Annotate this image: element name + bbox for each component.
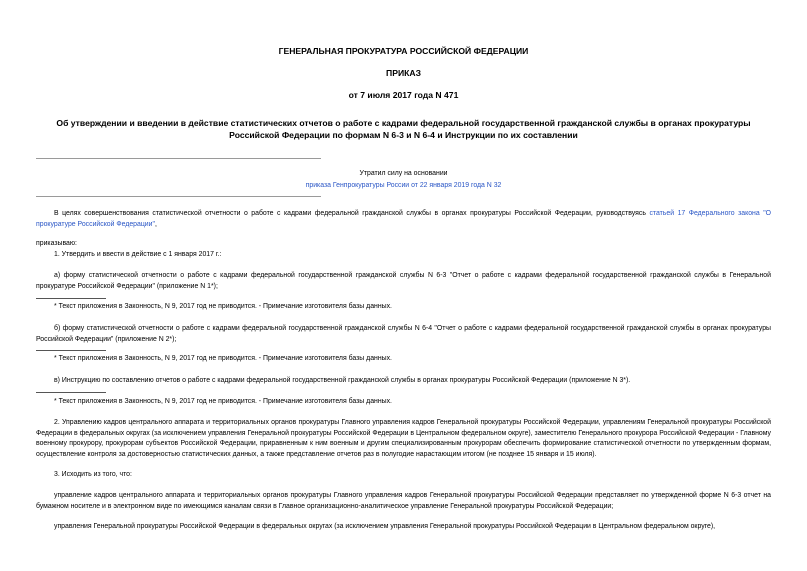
issuing-authority: ГЕНЕРАЛЬНАЯ ПРОКУРАТУРА РОССИЙСКОЙ ФЕДЕРАЦИИ [278,46,529,56]
footnote-1: * Текст приложения в Законность, N 9, 2017 год не приводится. - Примечание изготовителя базы данных. [54,303,392,310]
item-2: 2. Управлению кадров центрального аппарата и территориальных органов прокуратуры Главного управления кадров Генеральной прокуратуры Российской Федерации, управлениям Генеральной прокуратуры Российской Федерации в федеральных округах (за исключением управления Генеральной прокуратуры Российской Федерации в Центральном федеральном округе), заместителю Генерального прокурора Российской Федерации - Главному военному прокурору, прокурорам субъектов Российской Федерации, приравненным к ним военным и другим специализированным прокурорам обеспечить формирование статистической отчетности по утвержденным формам, осуществление контроля за достоверностью статистических данных, а также представление отчетов раз в полугодие нарастающим итогом (не позднее 15 января и 15 июля). [36,419,772,458]
divider-bottom [36,196,321,197]
footnote-rule-1 [36,298,106,299]
item-1: 1. Утвердить и ввести в действие с 1 января 2017 г.: [54,251,222,258]
preamble-paragraph [36,209,771,230]
repeal-order-link[interactable]: приказа Генпрокуратуры России от 22 января 2019 года N 32 [305,182,502,189]
item-3a: управление кадров центрального аппарата и территориальных органов прокуратуры Главного управления кадров Генеральной прокуратуры Российской Федерации представляет по утвержденной форме N 6-3 отчет на бумажном носителе и в электронном виде по имеющимся каналам связи в Главное организационно-аналитическое управление Генеральной прокуратуры Российской Федерации; [36,492,771,510]
document-type: ПРИКАЗ [386,68,421,78]
footnote-2: * Текст приложения в Законность, N 9, 2017 год не приводится. - Примечание изготовителя базы данных. [54,355,392,362]
preamble-text: В целях совершенствования статистической отчетности о работе с кадрами федеральной гражданской службы в органах прокуратуры Российской Федерации, руководствуясь [54,210,650,217]
document-date: от 7 июля 2017 года N 471 [348,90,459,100]
item-3: 3. Исходить из того, что: [54,471,132,478]
footnote-rule-3 [36,392,106,393]
item-3b: управления Генеральной прокуратуры Российской Федерации в федеральных округах (за исключением управления Генеральной прокуратуры Российской Федерации в Центральном федеральном округе), [54,523,716,530]
item-1a: а) форму статистической отчетности о работе с кадрами федеральной государственной гражданской службы N 6-3 "Отчет о работе с кадрами федеральной государственной гражданской службы в Генеральной прокуратуре Российской Федерации" (приложение N 1*); [36,272,771,290]
law-article-link[interactable]: статьей 17 Федерального закона "О прокуратуре Российской Федерации" [36,210,771,228]
footnote-rule-2 [36,350,106,351]
footnote-3: * Текст приложения в Законность, N 9, 2017 год не приводится. - Примечание изготовителя базы данных. [54,398,392,405]
preamble-end: , [154,220,157,228]
divider-top [36,158,321,159]
item-1c: в) Инструкцию по составлению отчетов о работе с кадрами федеральной государственной гражданской службы в органах прокуратуры Российской Федерации (приложение N 3*). [54,377,631,384]
repeal-link-line [0,180,807,191]
order-word: приказываю: [36,240,77,247]
item-1b: б) форму статистической отчетности о работе с кадрами федеральной государственной гражданской службы N 6-4 "Отчет о работе с кадрами федеральной государственной гражданской службы в органах прокуратуры Российской Федерации" (приложение N 2*); [36,325,771,343]
document-title: Об утверждении и введении в действие статистических отчетов о работе с кадрами федеральной государственной гражданской службы в органах прокуратуры Российской Федерации по формам N 6-3 и N 6-4 и Инструкции по их составлении [56,118,751,140]
repeal-note: Утратил силу на основании [359,170,448,177]
